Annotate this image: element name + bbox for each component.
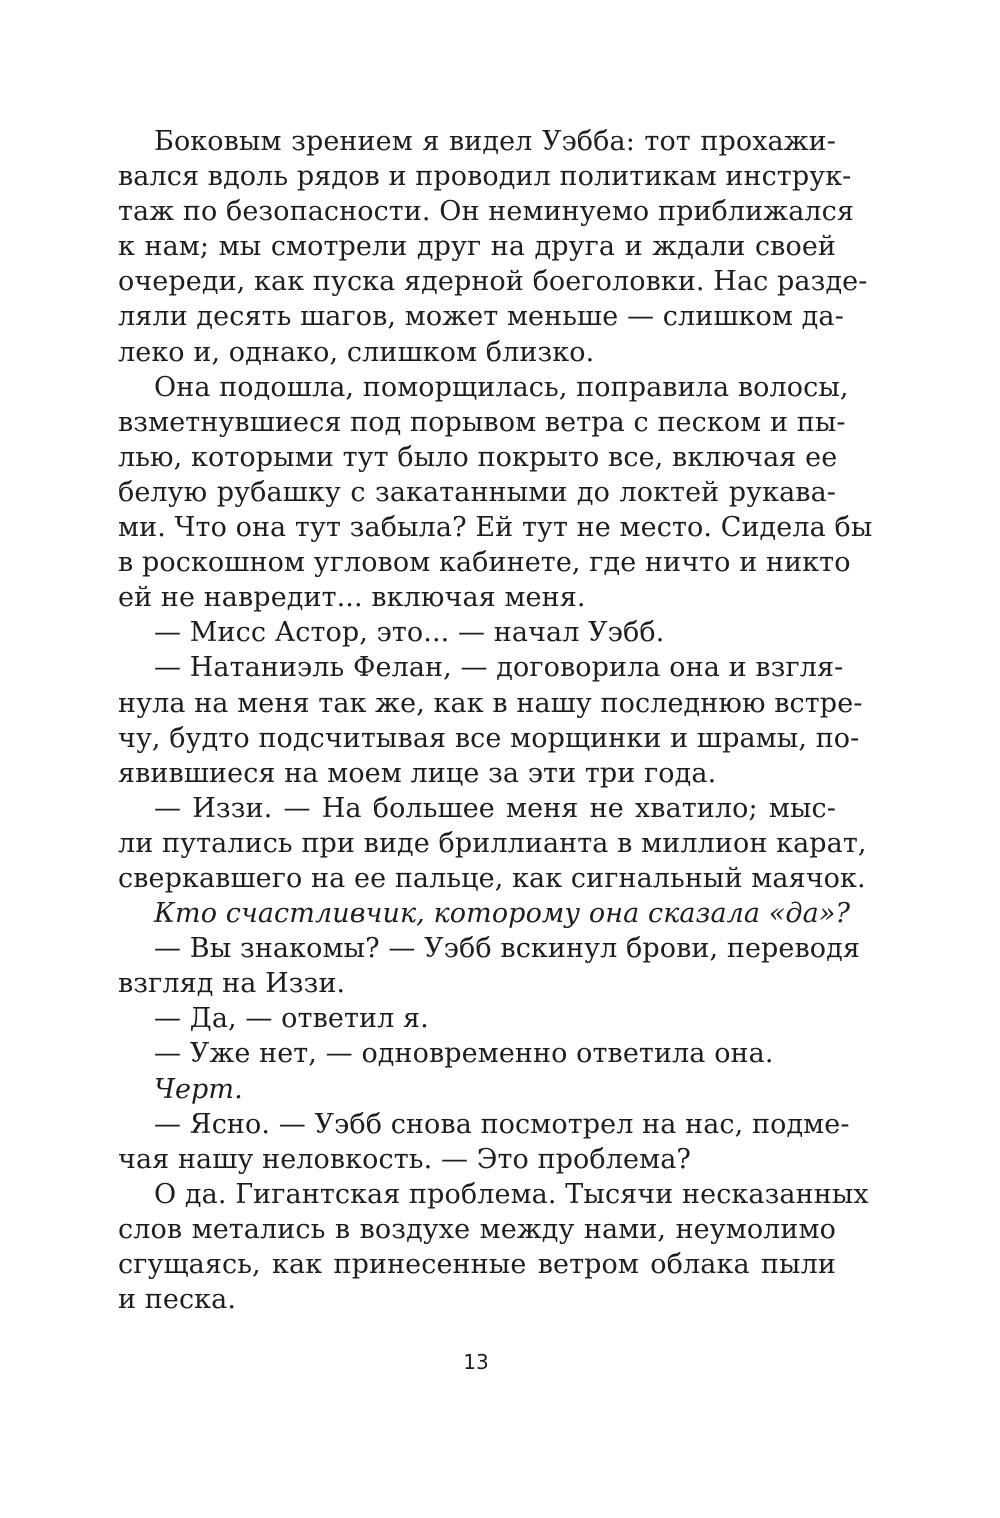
dialogue-paragraph — [118, 650, 863, 790]
text-line: сверкавшего на ее пальце, как сигнальный маячок. — [118, 862, 866, 894]
text-line: Боковым зрением я видел Уэбба: тот прохажи- — [154, 126, 836, 157]
text-line: ей не навредит... включая меня. — [118, 582, 586, 614]
text-line: взметнувшиеся под порывом ветра с песком и пы- — [118, 406, 846, 438]
text-line: белую рубашку с закатанными до локтей рукава- — [118, 476, 836, 508]
text-line: ляли десять шагов, может меньше — слишком да- — [118, 301, 844, 333]
dialogue-paragraph — [118, 791, 867, 896]
text-line: — Ясно. — Уэбб снова посмотрел на нас, подме- — [154, 1108, 850, 1140]
text-line: нула на меня так же, как в нашу последнюю встре- — [118, 687, 863, 719]
text-line: явившиеся на моем лице за эти три года. — [118, 757, 717, 789]
text-line: чу, будто подсчитывая все морщинки и шрамы, по- — [118, 722, 860, 754]
text-line: Черт. — [154, 1073, 243, 1105]
page-body-text — [118, 124, 873, 1317]
dialogue-paragraph — [118, 931, 861, 1001]
text-line: чая нашу неловкость. — Это проблема? — [118, 1143, 691, 1175]
text-line: — Уже нет, — одновременно ответила она. — [154, 1038, 774, 1070]
text-line: взгляд на Иззи. — [118, 968, 346, 1000]
page-number: 13 — [463, 1350, 489, 1374]
text-line: в роскошном угловом кабинете, где ничто и никто — [118, 547, 851, 579]
text-line: ли путались при виде бриллианта в миллион карат, — [118, 827, 867, 859]
text-line: ми. Что она тут забыла? Ей тут не место. Сидела бы — [118, 512, 873, 544]
text-line: таж по безопасности. Он неминуемо приближался — [118, 196, 854, 228]
dialogue-paragraph — [118, 1107, 850, 1177]
text-line: Она подошла, поморщилась, поправила волосы, — [154, 371, 849, 403]
narrative-paragraph — [118, 124, 868, 370]
dialogue-paragraph — [118, 1036, 836, 1071]
text-line: слов метались в воздухе между нами, неумолимо — [118, 1213, 836, 1245]
dialogue-paragraph — [118, 615, 836, 650]
italic-thought-paragraph — [118, 896, 851, 931]
narrative-paragraph — [118, 370, 873, 616]
text-line: — Натаниэль Фелан, — договорила она и взгля- — [154, 652, 844, 684]
text-line: О да. Гигантская проблема. Тысячи несказанных — [154, 1178, 869, 1210]
text-line: — Вы знакомы? — Уэбб вскинул брови, переводя — [154, 933, 861, 965]
text-line: к нам; мы смотрели друг на друга и ждали своей — [118, 231, 836, 263]
text-line: очереди, как пуска ядерной боеголовки. Нас разде- — [118, 266, 868, 298]
dialogue-paragraph — [118, 1001, 836, 1036]
text-line: Кто счастливчик, которому она сказала «да»? — [154, 898, 851, 930]
narrative-paragraph — [118, 1177, 869, 1317]
italic-thought-paragraph — [118, 1072, 836, 1107]
text-line: сгущаясь, как принесенные ветром облака пыли — [118, 1249, 836, 1280]
text-line: — Мисс Астор, это... — начал Уэбб. — [154, 617, 665, 649]
text-line: вался вдоль рядов и проводил политикам инструк- — [118, 161, 852, 193]
text-line: лью, которыми тут было покрыто все, включая ее — [118, 441, 838, 473]
text-line: и песка. — [118, 1284, 237, 1316]
text-line: леко и, однако, слишком близко. — [118, 336, 595, 368]
text-line: — Да, — ответил я. — [154, 1003, 429, 1035]
text-line: — Иззи. — На большее меня не хватило; мыс- — [154, 792, 836, 824]
